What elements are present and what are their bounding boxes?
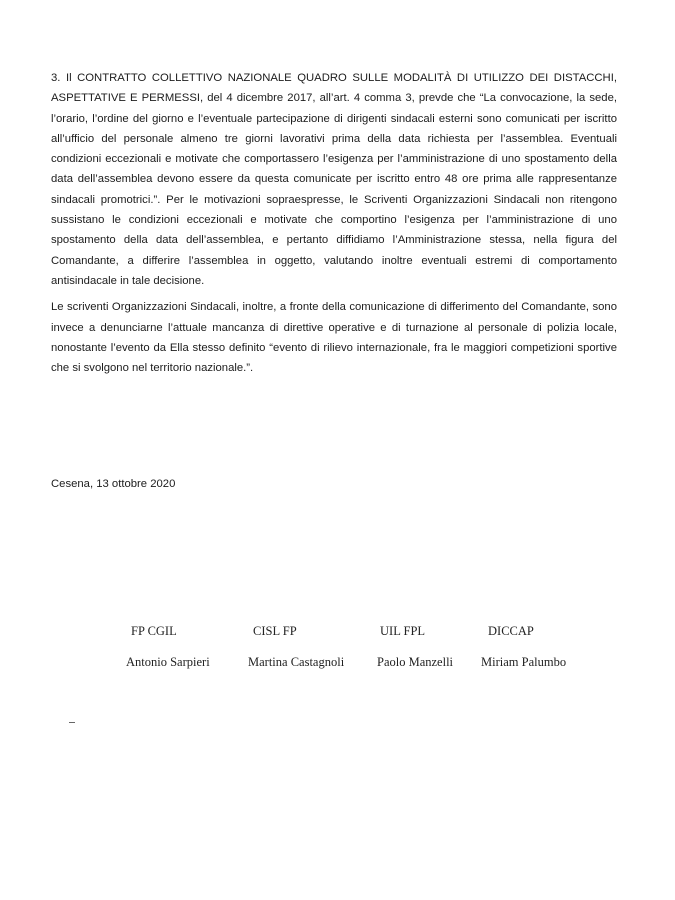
signatory-org-fp-cgil: FP CGIL	[131, 624, 177, 638]
signatory-org-uil-fpl: UIL FPL	[380, 624, 426, 638]
signatory-org-cisl-fp: CISL FP	[253, 624, 297, 638]
signatory-name-fp-cgil: Antonio Sarpieri	[126, 655, 210, 669]
stray-mark	[69, 722, 75, 723]
paragraph-point-3: 3. Il CONTRATTO COLLETTIVO NAZIONALE QUADRO SULLE MODALITÀ DI UTILIZZO DEI DISTACCHI, ASPETTATIVE E PERMESSI, del 4 dicembre 2017, all’art. 4 comma 3, prevde che “La convocazione, la sede, l’orario, l’ordine del giorno e l’eventuale partecipazione di dirigenti sindacali esterni sono comunicati per iscritto all’ufficio del personale almeno tre giorni lavorativi prima della data richiesta per l’assemblea. Eventuali condizioni eccezionali e motivate che comportassero l’esigenza per l’amministrazione di uno spostamento della data dell’assemblea devono essere da questa comunicate per iscritto entro 48 ore prima alle rappresentanze sindacali promotrici.”. Per le motivazioni sopraespresse, le Scriventi Organizzazioni Sindacali non ritengono sussistano le condizioni eccezionali e motivate che comportino l’esigenza per l’amministrazione di uno spostamento della data dell’assemblea, e pertanto diffidiamo l’Amministrazione stessa, nella figura del Comandante, a differire l’assemblea in oggetto, valutando inoltre eventuali estremi di comportamento antisindacale in tale decisione.	[51, 72, 617, 287]
signatory-name-diccap: Miriam Palumbo	[481, 655, 567, 669]
signatory-org-diccap: DICCAP	[488, 624, 534, 638]
signatory-name-uil-fpl: Paolo Manzelli	[377, 655, 454, 669]
body-text	[51, 68, 617, 378]
paragraph-complaint: Le scriventi Organizzazioni Sindacali, inoltre, a fronte della comunicazione di differimento del Comandante, sono invece a denunciarne l’attuale mancanza di direttive operative e di turnazione al personale di polizia locale, nonostante l’evento da Ella stesso definito “evento di rilievo internazionale, fra le maggiori competizioni sportive che si svolgono nel territorio nazionale.”.	[51, 301, 617, 375]
place-date: Cesena, 13 ottobre 2020	[51, 478, 176, 490]
signatory-name-cisl-fp: Martina Castagnoli	[248, 655, 345, 669]
